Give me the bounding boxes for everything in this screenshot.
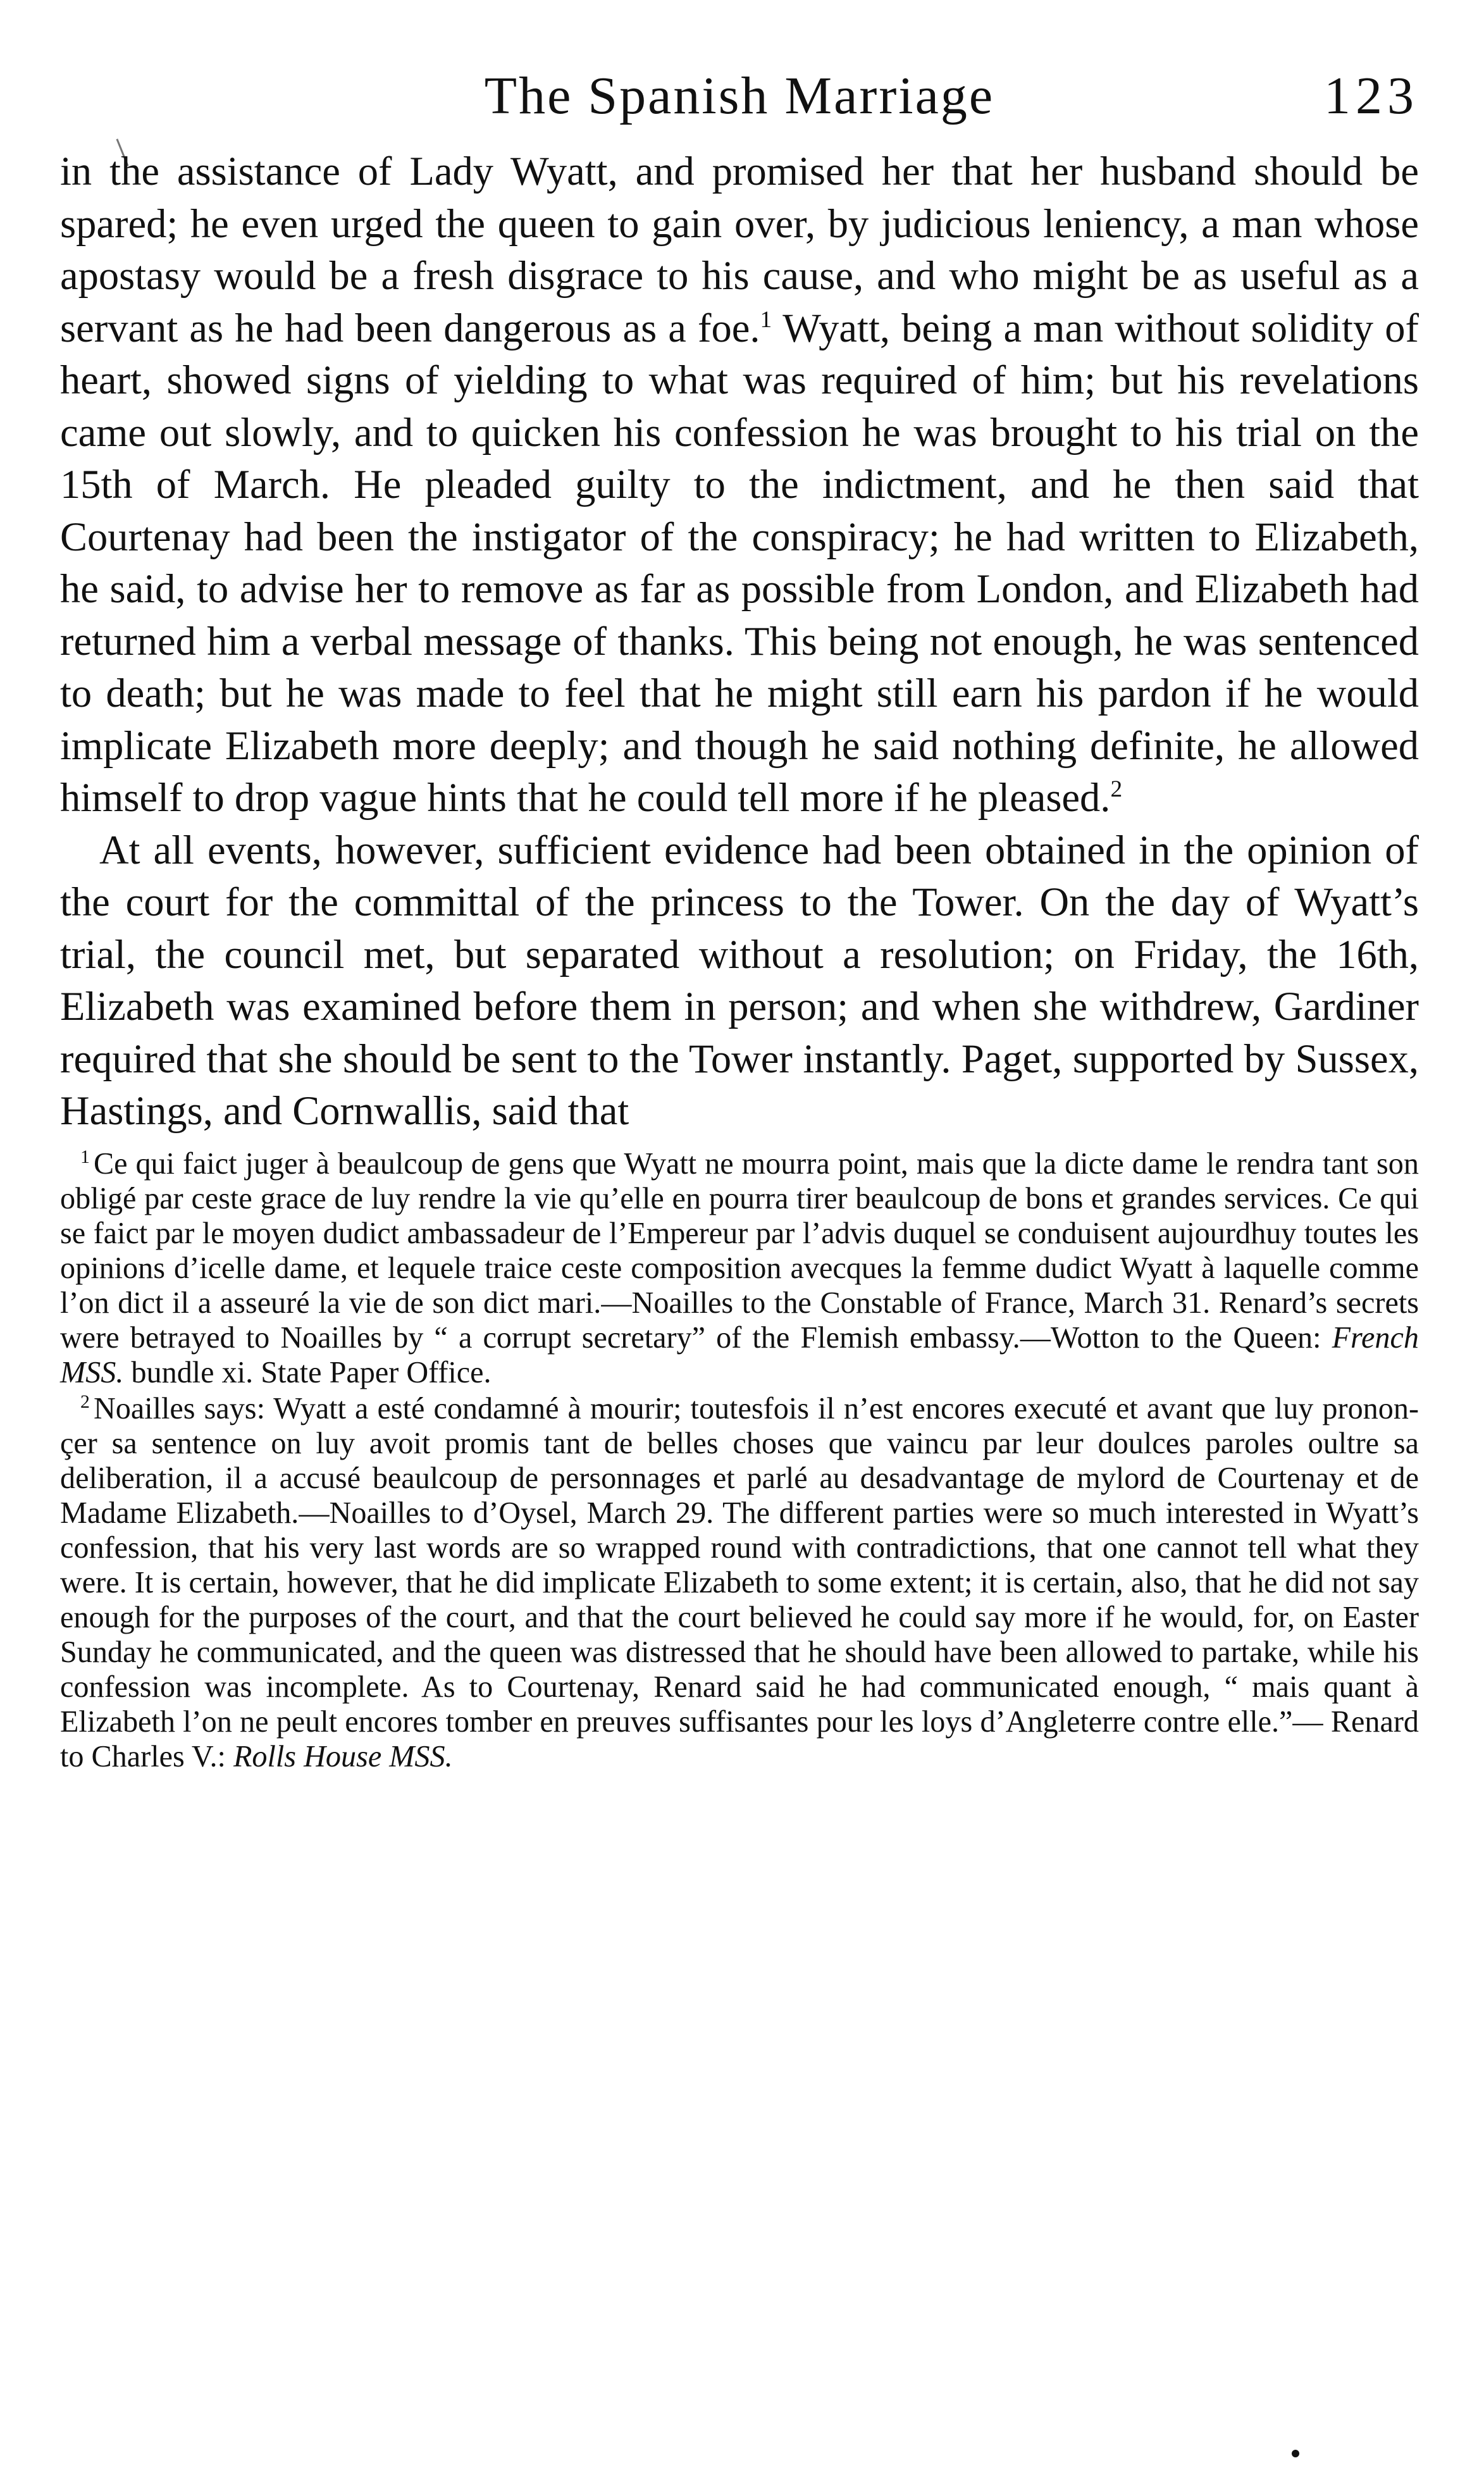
footnote-1-text: Ce qui faict juger à beaulcoup de gens que Wyatt ne mourra point, mais que la dicte dame le rendra tant son obligé par ceste grace de luy rendre la vie qu’elle en pourra tirer beaulcoup de bons et grandes services. Ce qui se faict par le moyen dudict ambassadeur de l’Empereur par l’advis duquel se conduisent aujourdhuy toutes les opinions d’icelle dame, et lequele traice ceste composition avecques la femme dudict Wyatt à laquelle comme l’on dict il a asseuré la vie de son dict mari.—Noailles to the Constable of France, March 31. Renard’s secrets were betrayed to Noailles by “ a corrupt secretary” of the Flemish embassy.—Wotton to the Queen: bbox=[60, 1146, 1419, 1355]
paragraph-1 bbox=[60, 146, 1419, 824]
main-text bbox=[60, 146, 1419, 1138]
footnote-1-mark: 1 bbox=[80, 1146, 90, 1168]
footnote-1-italic: French MSS. bbox=[60, 1320, 1419, 1389]
footnote-ref-2: 2 bbox=[1110, 776, 1123, 802]
footnote-2-italic: Rolls House MSS. bbox=[233, 1739, 453, 1773]
footnotes bbox=[60, 1146, 1419, 1774]
footnote-2 bbox=[60, 1391, 1419, 1774]
ink-dot bbox=[1292, 2450, 1299, 2457]
footnote-ref-1: 1 bbox=[760, 306, 772, 333]
footnote-2-text: Noailles says: Wyatt a esté condamné à mourir; toutesfois il n’est encores executé et avant que luy prononçer sa sentence on luy avoit promis tant de belles choses que vaincu par leur doulces paroles oultre sa deliberation, il a accusé beaulcoup de personnages et parlé au desadvantage de mylord de Courtenay et de Madame Elizabeth.—Noailles to d’Oysel, March 29. The different parties were so much interested in Wyatt’s confession, that his very last words are so wrapped round with contradictions, that one cannot tell what they were. It is certain, however, that he did implicate Elizabeth to some extent; it is certain, also, that he did not say enough for the purposes of the court, and that the court believed he could say more if he would, for, on Easter Sunday he communicated, and the queen was distressed that he should have been allowed to partake, while his confession was incomplete. As to Courtenay, Renard said he had communicated enough, “ mais quant à Elizabeth l’on ne peult encores tomber en preuves suffisantes pour les loys d’Angleterre contre elle.”— Renard to Charles V.: bbox=[60, 1391, 1419, 1773]
footnote-2-mark: 2 bbox=[80, 1391, 90, 1413]
footnote-1-tail: bundle xi. State Paper Office. bbox=[123, 1355, 492, 1389]
book-page bbox=[60, 66, 1419, 1775]
running-header bbox=[60, 66, 1419, 146]
paragraph-1-part-2: Wyatt, being a man without solidity of heart, showed signs of yielding to what was required of him; but his revelations came out slowly, and to quicken his confession he was brought to his trial on the 15th of March. He pleaded guilty to the indictment, and he then said that Courtenay had been the instigator of the conspiracy; he had written to Elizabeth, he said, to advise her to remove as far as possible from London, and Elizabeth had returned him a verbal message of thanks. This being not enough, he was sentenced to death; but he was made to feel that he might still earn his pardon if he would implicate Elizabeth more deeply; and though he said nothing definite, he allowed himself to drop vague hints that he could tell more if he pleased. bbox=[60, 305, 1419, 820]
footnote-1 bbox=[60, 1146, 1419, 1390]
paragraph-2: At all events, however, sufficient evidence had been obtained in the opinion of the court for the committal of the princess to the Tower. On the day of Wyatt’s trial, the council met, but separated without a resolution; on Friday, the 16th, Elizabeth was examined before them in person; and when she withdrew, Gardiner required that she should be sent to the Tower instantly. Paget, supported by Sussex, Hastings, and Cornwallis, said that bbox=[60, 827, 1419, 1133]
running-title: The Spanish Marriage bbox=[484, 66, 995, 125]
paragraph-1-part-1: in the assistance of Lady Wyatt, and promised her that her husband should be spared; he even urged the queen to gain over, by judicious leniency, a man whose apostasy would be a fresh disgrace to his cause, and who might be as useful as a servant as he had been dangerous as a foe. bbox=[60, 149, 1419, 351]
page-number: 123 bbox=[1324, 66, 1419, 125]
